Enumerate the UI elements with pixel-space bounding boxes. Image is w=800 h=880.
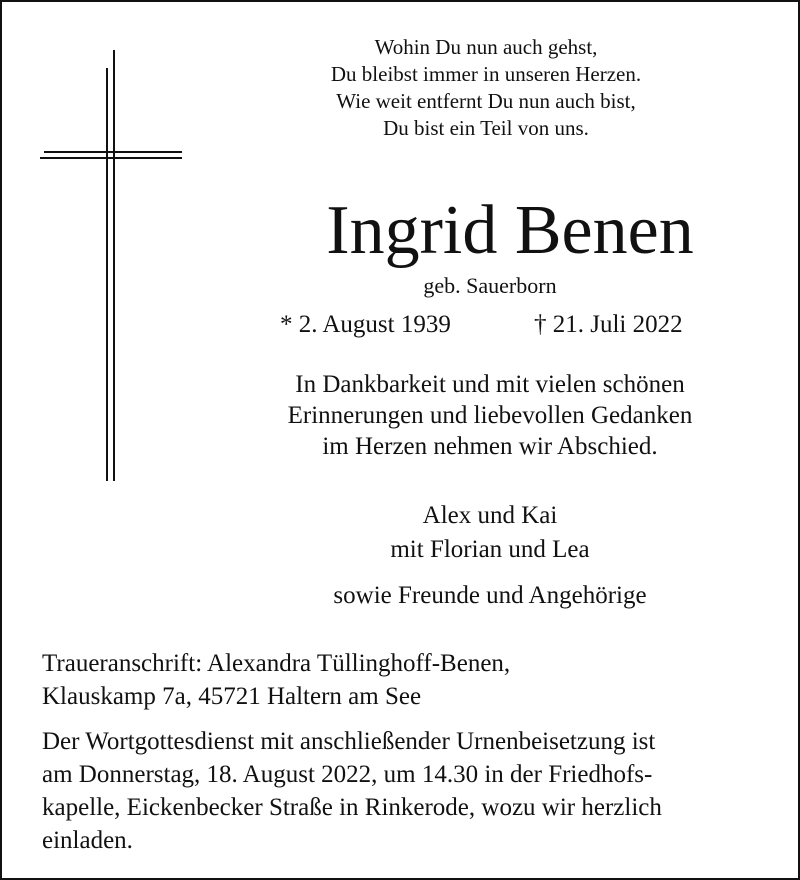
poem-line: Wohin Du nun auch gehst, <box>374 35 598 59</box>
birth-name: geb. Sauerborn <box>423 273 557 298</box>
service-line: kapelle, Eickenbecker Straße in Rinkerode, wozu wir herzlich <box>42 794 662 821</box>
address-line: Traueranschrift: Alexandra Tüllinghoff-Benen, <box>42 650 511 677</box>
mourner-line: Alex und Kai <box>422 502 558 529</box>
service-line: Der Wortgottesdienst mit anschließender Urnenbeisetzung ist <box>42 728 656 755</box>
gratitude-line: im Herzen nehmen wir Abschied. <box>322 433 658 460</box>
mourner-line: sowie Freunde und Angehörige <box>333 582 647 609</box>
gratitude-line: Erinnerungen und liebevollen Gedanken <box>287 402 693 429</box>
poem-line: Wie weit entfernt Du nun auch bist, <box>336 89 636 113</box>
service-line: einladen. <box>42 827 133 854</box>
death-date: † 21. Juli 2022 <box>534 311 683 338</box>
service-info <box>42 725 782 857</box>
poem-line: Du bleibst immer in unseren Herzen. <box>330 62 642 86</box>
mourners <box>250 499 730 613</box>
gratitude-line: In Dankbarkeit und mit vielen schönen <box>295 371 685 398</box>
gratitude-text <box>240 369 740 462</box>
address-line: Klauskamp 7a, 45721 Haltern am See <box>42 683 422 710</box>
mourner-line: mit Florian und Lea <box>390 536 590 563</box>
poem-line: Du bist ein Teil von uns. <box>383 116 589 140</box>
poem <box>286 34 686 142</box>
service-line: am Donnerstag, 18. August 2022, um 14.30 in der Friedhofs- <box>42 761 653 788</box>
birth-date: * 2. August 1939 <box>280 311 451 338</box>
deceased-name: Ingrid Benen <box>326 192 694 269</box>
mourning-address <box>42 647 782 713</box>
